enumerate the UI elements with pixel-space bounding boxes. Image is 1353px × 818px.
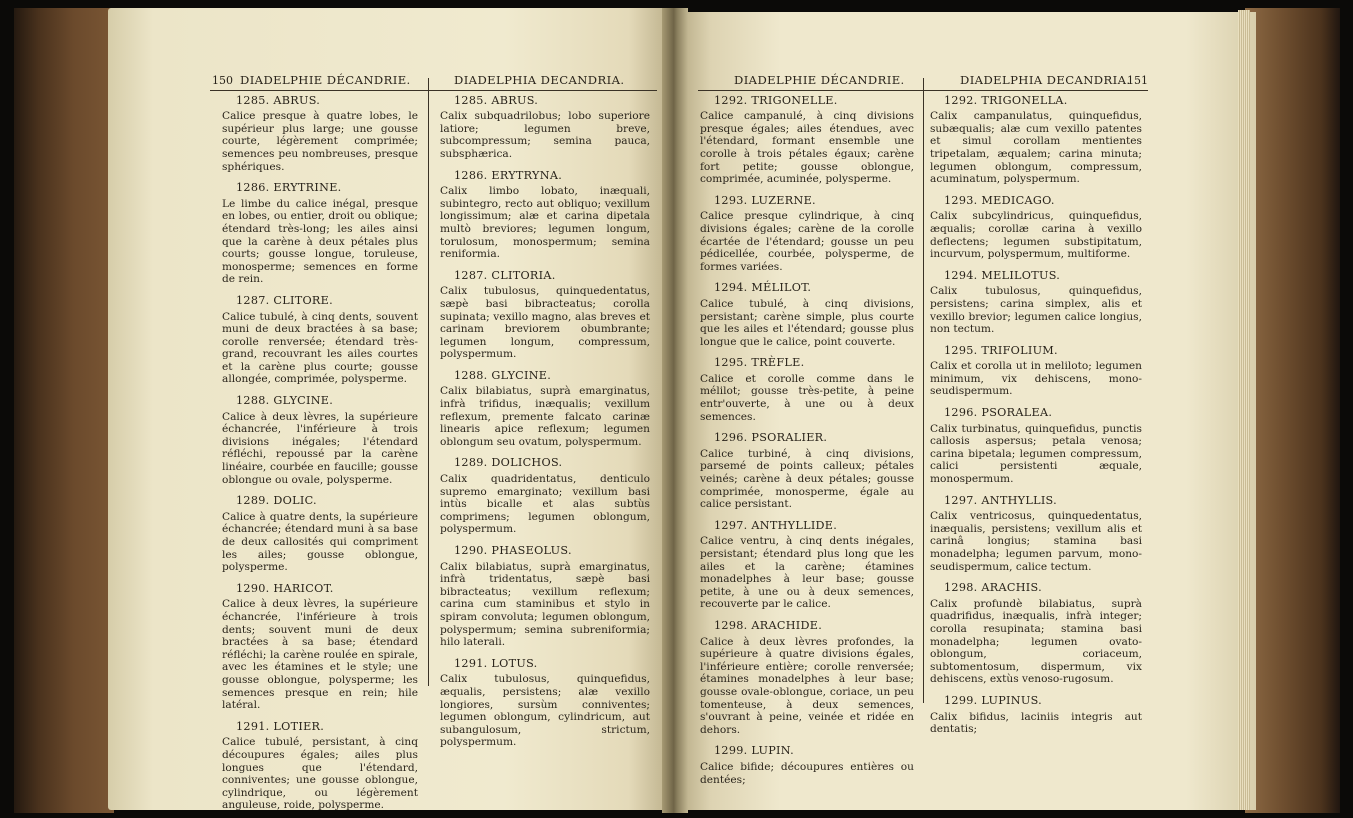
right-cover: [1245, 8, 1340, 813]
genus-title: 1294. MELILOTUS.: [944, 268, 1061, 282]
page-edges: [1238, 10, 1250, 810]
genus-title: 1285. ABRUS.: [236, 93, 321, 107]
genus-title: 1288. GLYCINE.: [236, 394, 334, 408]
genus-title: 1299. LUPIN.: [714, 744, 795, 758]
genus-description: Calice tubulé, à cinq dents, souvent muni de deux bractées à sa base; corolle renversée; étendard très-grand, recouvrant les ailes courtes et la carène plus courte; gousse allongée, comprimée, polysperme.: [222, 310, 418, 386]
column-header: DIADELPHIE DÉCANDRIE.: [734, 73, 905, 87]
genus-title: 1298. ARACHIDE.: [714, 618, 823, 632]
genus-title: 1289. DOLICHOS.: [454, 456, 563, 470]
page-number-right: 151: [1127, 74, 1148, 87]
genus-description: Calice ventru, à cinq dents inégales, persistant; étendard plus long que les ailes et la carène; étamines monadelphes à leur base; gousse petite, à une ou à deux semences, recouverte par le calice.: [700, 535, 914, 611]
genus-description: Calix profundè bilabiatus, suprà quadrifidus, inæqualis, infrà integer; corolla resupinata; stamina basi monadelpha; legumen ovato-oblongum, coriaceum, subtomentosum, dispermum, vix dehiscens, extùs venoso-rugosum.: [930, 597, 1142, 686]
genus-title: 1287. CLITORE.: [236, 293, 333, 307]
genus-entry: [700, 432, 914, 511]
genus-description: Calice bifide; découpures entières ou dentées;: [700, 760, 914, 786]
book-gutter: [662, 8, 688, 813]
genus-entry: [930, 582, 1142, 686]
genus-description: Calix tubulosus, quinquefidus, persistens; carina simplex, alis et vexillo brevior; legumen calice longius, non tectum.: [930, 285, 1142, 336]
genus-description: Calix tubulosus, quinquedentatus, sæpè basi bibracteatus; corolla supinata; vexillo magno, alas breves et carinam breviorem obumbrante; legumen longum, compressum, polyspermum.: [440, 285, 650, 361]
genus-entry: [440, 95, 650, 161]
page-number-left: 150: [212, 74, 233, 87]
genus-title: 1296. PSORALEA.: [944, 406, 1053, 420]
genus-entry: [930, 407, 1142, 486]
genus-entry: [700, 195, 914, 274]
genus-description: Calice presque à quatre lobes, le supérieur plus large; une gousse courte, légèrement comprimée; semences peu nombreuses, presque sphériques.: [222, 110, 418, 173]
genus-description: Calice presque cylindrique, à cinq divisions égales; carène de la corolle écartée de l'étendard; gousse un peu pédicellée, courbée, polysperme, de formes variées.: [700, 210, 914, 273]
genus-title: 1297. ANTHYLLIDE.: [714, 518, 838, 532]
genus-title: 1295. TRIFOLIUM.: [944, 343, 1058, 357]
genus-description: Calix quadridentatus, denticulo supremo emarginato; vexillum basi intùs bicalle et alas subtùs comprimens; legumen oblongum, polyspermum.: [440, 473, 650, 536]
genus-entry: [440, 545, 650, 649]
genus-entry: [700, 620, 914, 736]
genus-entry: [222, 95, 418, 174]
genus-title: 1298. ARACHIS.: [944, 581, 1042, 595]
genus-entry: [440, 270, 650, 361]
genus-entry: [222, 721, 418, 812]
genus-description: Calix tubulosus, quinquefidus, æqualis, persistens; alæ vexillo longiores, sursùm conniventes; legumen oblongum, cylindricum, aut subangulosum, strictum, polyspermum.: [440, 673, 650, 749]
genus-entry: [222, 182, 418, 286]
genus-entry: [440, 170, 650, 261]
genus-title: 1299. LUPINUS.: [944, 693, 1043, 707]
column-rule-right: [923, 78, 924, 703]
genus-title: 1296. PSORALIER.: [714, 431, 828, 445]
right-french-column: [700, 74, 914, 795]
column-header: DIADELPHIA DECANDRIA.: [960, 73, 1131, 87]
genus-description: Calix bilabiatus, suprà emarginatus, infrà tridentatus, sæpè basi bibracteatus; vexillum reflexum; carina cum staminibus et stylo in spiram convoluta; legumen oblongum, polyspermum; semina subreniformia; hilo laterali.: [440, 560, 650, 649]
genus-title: 1290. PHASEOLUS.: [454, 544, 572, 557]
genus-description: Calix bifidus, laciniis integris aut dentatis;: [930, 710, 1142, 736]
genus-title: 1292. TRIGONELLA.: [944, 93, 1068, 107]
right-latin-column: [930, 74, 1142, 745]
genus-description: Calix turbinatus, quinquefidus, punctis callosis aspersus; petala venosa; carina bipetala; legumen compressum, calici persistenti æquale, monospermum.: [930, 422, 1142, 486]
genus-title: 1293. LUZERNE.: [714, 193, 816, 207]
genus-description: Calix limbo lobato, inæquali, subintegro, recto aut obliquo; vexillum longissimum; alæ et carina dipetala multò breviores; legumen longum, torulosum, monospermum; semina reniformia.: [440, 185, 650, 261]
genus-entry: [930, 345, 1142, 398]
genus-entry: [700, 520, 914, 611]
genus-title: 1293. MEDICAGO.: [944, 193, 1055, 207]
genus-description: Le limbe du calice inégal, presque en lobes, ou entier, droit ou oblique; étendard très-long; les ailes ainsi que la carène à deux pétales plus courts; gousse longue, toruleuse, monosperme; semences en forme de rein.: [222, 197, 418, 286]
genus-entry: [930, 95, 1142, 186]
genus-description: Calice turbiné, à cinq divisions, parsemé de points calleux; pétales veinés; carène à deux pétales; gousse comprimée, monosperme, égale au calice persistant.: [700, 447, 914, 511]
column-header: DIADELPHIE DÉCANDRIE.: [240, 73, 411, 87]
genus-title: 1291. LOTIER.: [236, 719, 325, 733]
genus-description: Calix campanulatus, quinquefidus, subæqualis; alæ cum vexillo patentes et simul corollam mentientes tripetalam, æqualem; carina minuta; legumen oblongum, compressum, acuminatum, polyspermum.: [930, 110, 1142, 186]
genus-entry: [700, 745, 914, 786]
left-latin-column: [440, 74, 650, 758]
genus-entry: [700, 282, 914, 348]
genus-title: 1290. HARICOT.: [236, 581, 334, 595]
genus-description: Calix ventricosus, quinquedentatus, inæqualis, persistens; vexillum alis et carinâ longius; stamina basi monadelpha; legumen parvum, mono-seudispermum, calice tectum.: [930, 510, 1142, 573]
column-rule-left: [428, 78, 429, 686]
genus-entry: [930, 195, 1142, 261]
genus-entry: [930, 270, 1142, 336]
genus-description: Calix subcylindricus, quinquefidus, æqualis; corollæ carina à vexillo deflectens; legumen substipitatum, incurvum, polyspermum, multiforme.: [930, 210, 1142, 261]
genus-title: 1292. TRIGONELLE.: [714, 93, 838, 107]
genus-description: Calice à deux lèvres profondes, la supérieure à quatre divisions égales, l'inférieure entière; corolle renversée; étamines monadelphes à leur base; gousse ovale-oblongue, coriace, un peu tomenteuse, à deux semences, s'ouvrant à peine, veinée et ridée en dehors.: [700, 635, 914, 736]
genus-description: Calice à quatre dents, la supérieure échancrée; étendard muni à sa base de deux callosités qui compriment les ailes; gousse oblongue, polysperme.: [222, 510, 418, 574]
genus-title: 1288. GLYCINE.: [454, 368, 552, 382]
genus-entry: [222, 583, 418, 712]
genus-entry: [930, 495, 1142, 574]
genus-description: Calice et corolle comme dans le mélilot; gousse très-petite, à peine entr'ouverte, à une ou à deux semences.: [700, 372, 914, 423]
genus-entry: [222, 395, 418, 486]
genus-entry: [700, 357, 914, 423]
genus-title: 1291. LOTUS.: [454, 656, 538, 670]
genus-description: Calice à deux lèvres, la supérieure échancrée, l'inférieure à trois divisions inégales; l'étendard réfléchi, repoussé par la carène linéaire, courbée en faucille; gousse oblongue ou ovale, polysperme.: [222, 410, 418, 486]
entries-list: [440, 95, 650, 749]
genus-description: Calice tubulé, à cinq divisions, persistant; carène simple, plus courte que les ailes et l'étendard; gousse plus longue que le calice, point couverte.: [700, 297, 914, 348]
entries-list: [222, 95, 418, 812]
genus-description: Calix subquadrilobus; lobo superiore latiore; legumen breve, subcompressum; semina pauca, subsphærica.: [440, 110, 650, 160]
genus-entry: [700, 95, 914, 186]
genus-entry: [440, 457, 650, 536]
genus-entry: [440, 370, 650, 449]
genus-description: Calice à deux lèvres, la supérieure échancrée, l'inférieure à trois dents; souvent muni de deux bractées à sa base; étendard réfléchi; la carène roulée en spirale, avec les étamines et le style; une gousse oblongue, polysperme; les semences presque en rein; hile latéral.: [222, 598, 418, 712]
genus-entry: [222, 295, 418, 386]
genus-description: Calice campanulé, à cinq divisions presque égales; ailes étendues, avec l'étendard, formant ensemble une corolle à trois pétales égaux; carène fort petite; gousse oblongue, comprimée, acuminée, polysperme.: [700, 110, 914, 186]
column-header: DIADELPHIA DECANDRIA.: [454, 73, 625, 87]
genus-description: Calice tubulé, persistant, à cinq découpures égales; ailes plus longues que l'étendard, conniventes; une gousse oblongue, cylindrique, ou légèrement anguleuse, roide, polysperme.: [222, 736, 418, 812]
genus-description: Calix bilabiatus, suprà emarginatus, infrà trifidus, inæqualis; vexillum reflexum, premente falcato carinæ linearis apice reflexum; legumen oblongum seu ovatum, polyspermum.: [440, 385, 650, 448]
genus-title: 1289. DOLIC.: [236, 494, 317, 508]
genus-entry: [440, 658, 650, 749]
genus-description: Calix et corolla ut in meliloto; legumen minimum, vix dehiscens, mono-seudispermum.: [930, 360, 1142, 398]
genus-title: 1285. ABRUS.: [454, 93, 539, 107]
genus-title: 1287. CLITORIA.: [454, 268, 556, 282]
genus-title: 1286. ERYTRINE.: [236, 181, 342, 195]
genus-title: 1297. ANTHYLLIS.: [944, 493, 1057, 507]
genus-entry: [222, 495, 418, 574]
genus-title: 1294. MÉLILOT.: [714, 281, 812, 295]
left-cover: [14, 8, 114, 813]
genus-title: 1286. ERYTRYNA.: [454, 168, 563, 182]
genus-entry: [930, 695, 1142, 736]
genus-title: 1295. TRÈFLE.: [714, 356, 805, 370]
left-french-column: [222, 74, 418, 818]
entries-list: [930, 95, 1142, 736]
entries-list: [700, 95, 914, 787]
